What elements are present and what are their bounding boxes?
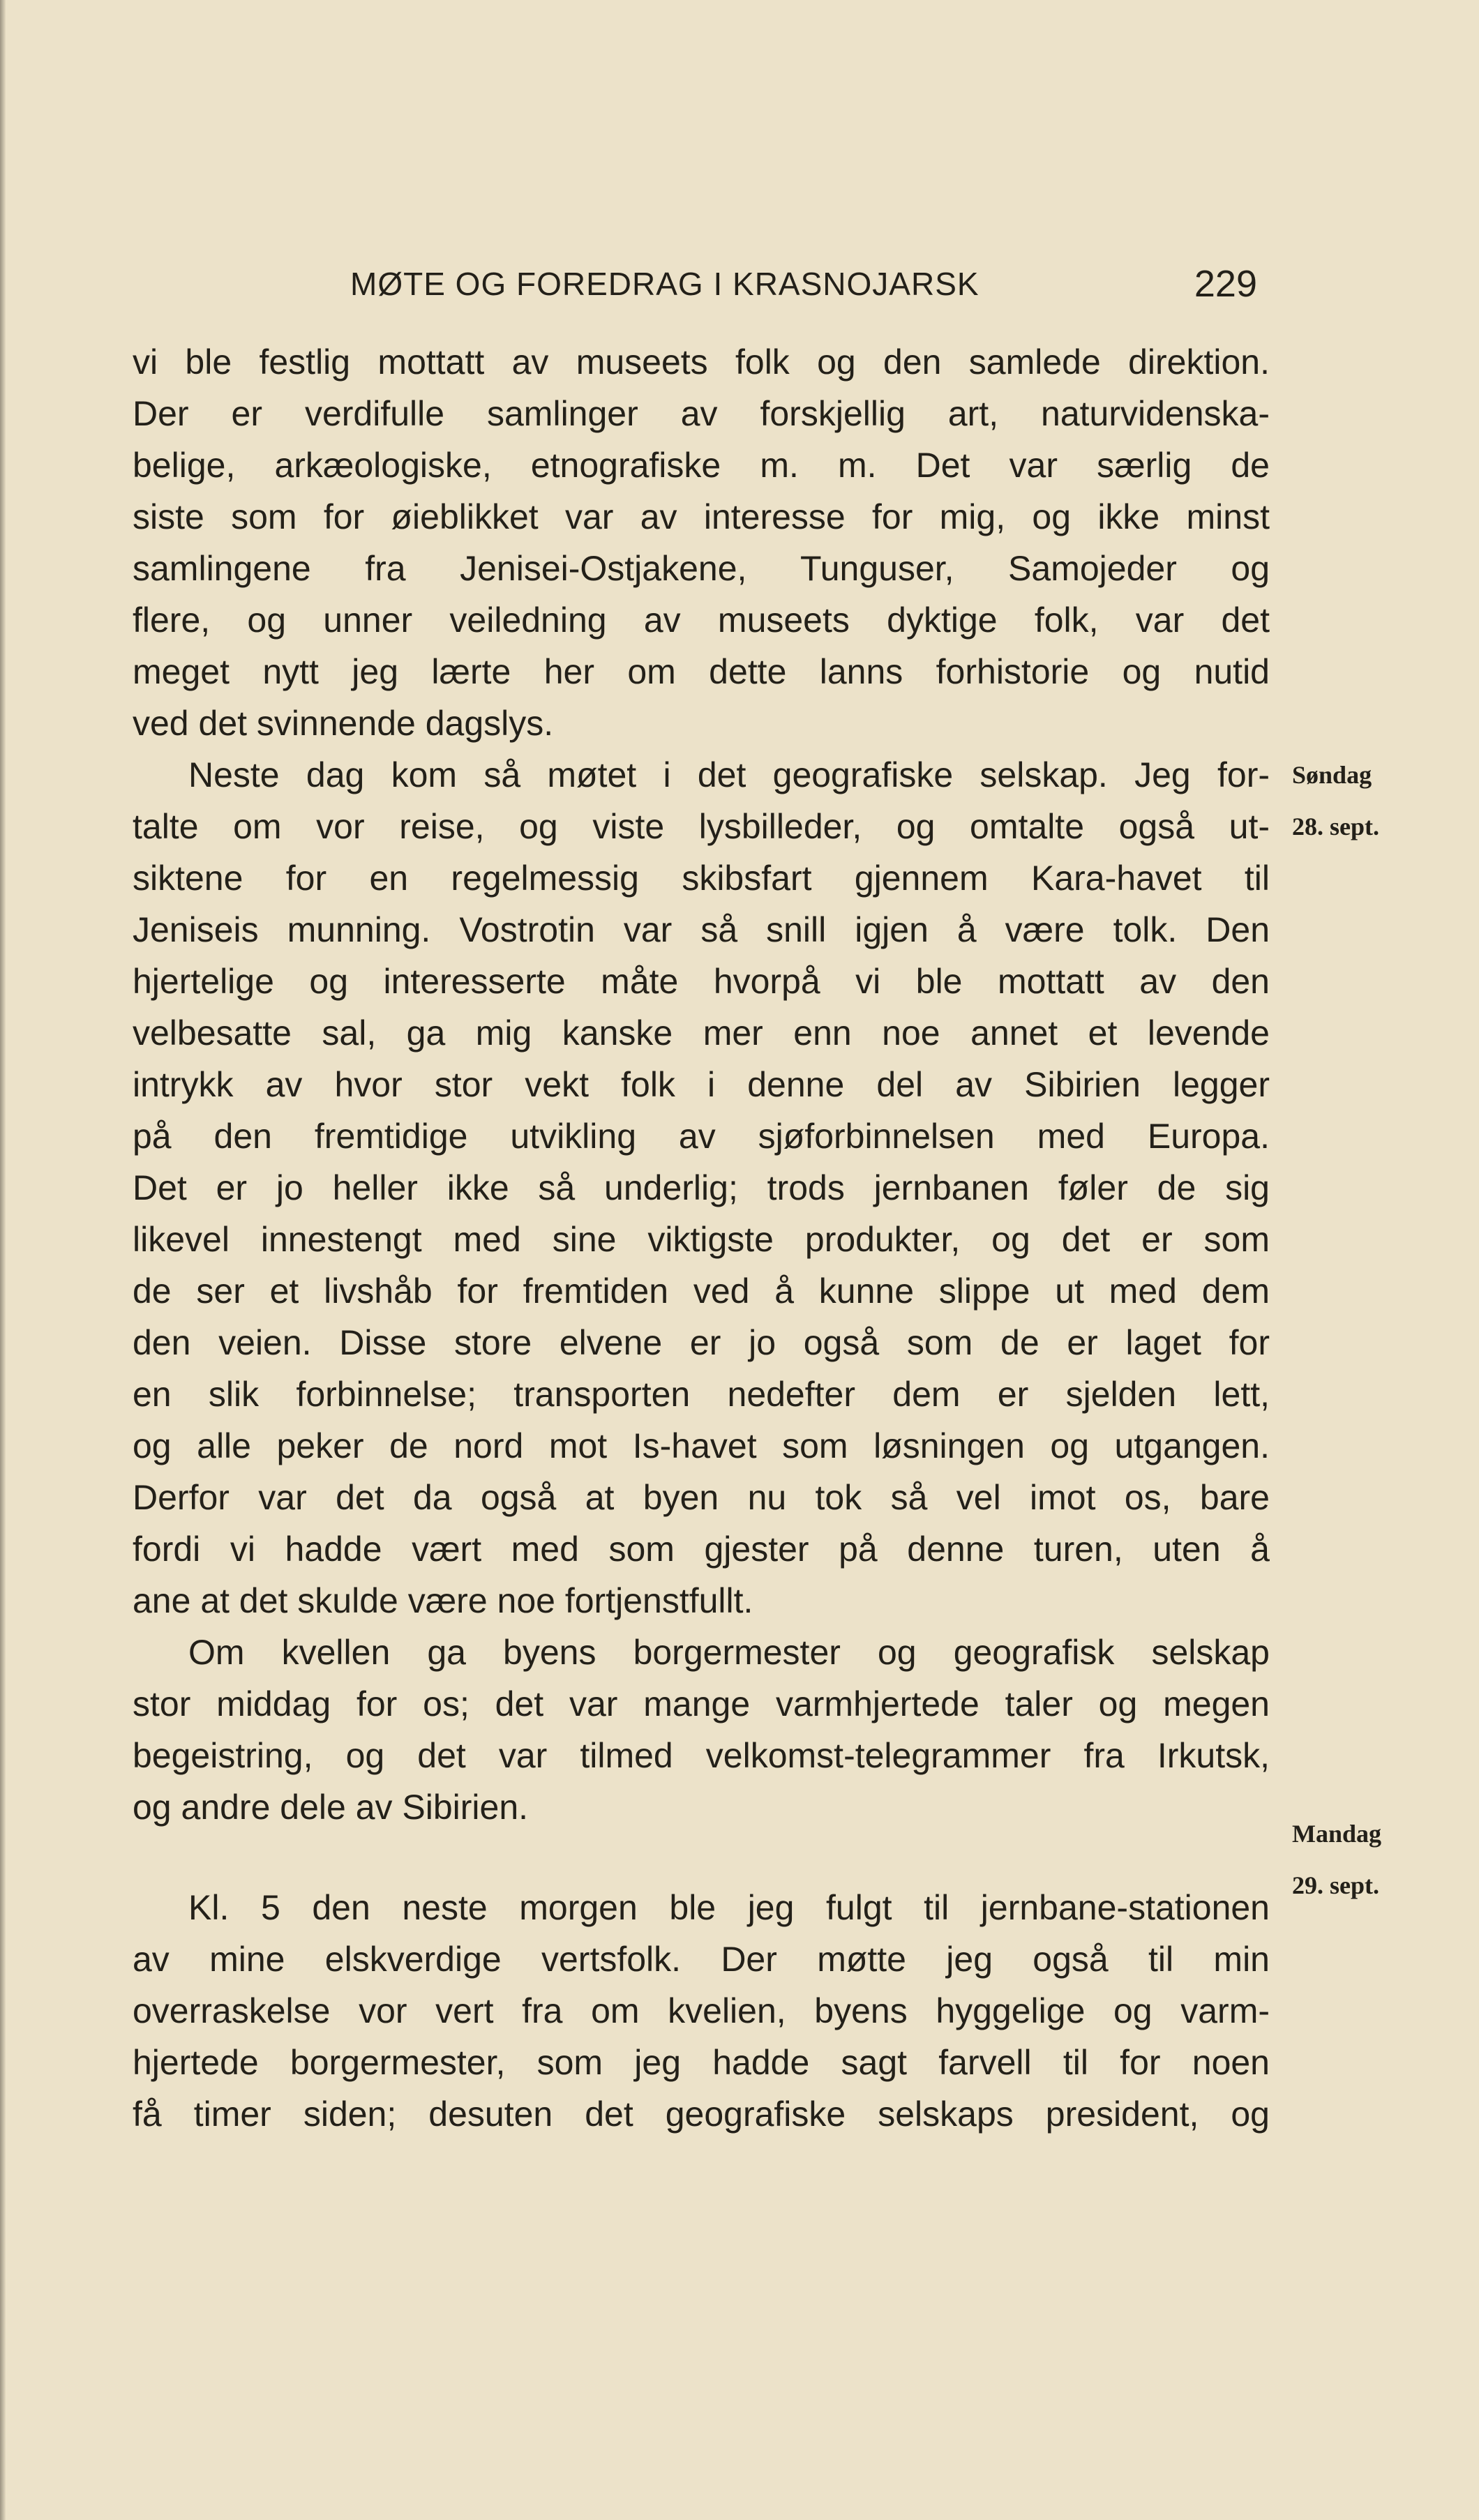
text-line: og andre dele av Sibirien. <box>133 1788 529 1827</box>
margin-note-date: 29. sept. <box>1292 1871 1379 1899</box>
text-line: fordi vi hadde vært med som gjester på denne turen, uten å <box>133 1530 1270 1569</box>
text-line: hjertede borgermester, som jeg hadde sagt farvell til for noen <box>133 2043 1270 2082</box>
body-text <box>133 336 1270 2140</box>
margin-note-day: Mandag <box>1292 1820 1382 1848</box>
page-edge <box>0 0 6 2520</box>
text-line: likevel innestengt med sine viktigste produkter, og det er som <box>133 1220 1270 1259</box>
margin-note <box>1292 1808 1459 1911</box>
text-line: siktene for en regelmessig skibsfart gjennem Kara-havet til <box>133 859 1270 898</box>
paragraph <box>133 1882 1270 2140</box>
paragraph <box>133 749 1270 1627</box>
text-line: siste som for øieblikket var av interesse for mig, og ikke minst <box>133 497 1270 536</box>
text-line: Om kvellen ga byens borgermester og geografisk selskap <box>188 1633 1270 1672</box>
text-line: stor middag for os; det var mange varmhjertede taler og megen <box>133 1684 1270 1723</box>
text-line: vi ble festlig mottatt av museets folk og den samlede direktion. <box>133 342 1270 382</box>
margin-note <box>1292 749 1459 852</box>
text-line: overraskelse vor vert fra om kvelien, byens hyggelige og varm- <box>133 1991 1270 2030</box>
text-line: Kl. 5 den neste morgen ble jeg fulgt til jernbane-stationen <box>188 1888 1270 1927</box>
text-line: intrykk av hvor stor vekt folk i denne del av Sibirien legger <box>133 1065 1270 1104</box>
running-header <box>350 259 1257 308</box>
text-line: velbesatte sal, ga mig kanske mer enn noe annet et levende <box>133 1013 1270 1052</box>
text-line: talte om vor reise, og viste lysbilleder, og omtalte også ut- <box>133 807 1270 846</box>
text-line: belige, arkæologiske, etnografiske m. m. Det var særlig de <box>133 446 1270 485</box>
text-line: Neste dag kom så møtet i det geografiske selskap. Jeg for- <box>188 755 1270 794</box>
section-gap <box>133 1833 1270 1882</box>
text-line: ane at det skulde være noe fortjenstfullt. <box>133 1581 753 1620</box>
text-line: hjertelige og interesserte måte hvorpå vi ble mottatt av den <box>133 962 1270 1001</box>
text-line: og alle peker de nord mot Is-havet som løsningen og utgangen. <box>133 1426 1270 1465</box>
margin-note-date: 28. sept. <box>1292 813 1379 840</box>
text-line: Det er jo heller ikke så underlig; trods jernbanen føler de sig <box>133 1168 1270 1207</box>
page-number: 229 <box>1194 263 1257 305</box>
text-line: ved det svinnende dagslys. <box>133 704 554 743</box>
text-line: flere, og unner veiledning av museets dyktige folk, var det <box>133 601 1270 640</box>
text-line: Derfor var det da også at byen nu tok så vel imot os, bare <box>133 1478 1270 1517</box>
text-line: Jeniseis munning. Vostrotin var så snill igjen å være tolk. Den <box>133 910 1270 949</box>
text-line: på den fremtidige utvikling av sjøforbinnelsen med Europa. <box>133 1117 1270 1156</box>
text-line: Der er verdifulle samlinger av forskjellig art, naturvidenska- <box>133 394 1270 433</box>
running-title: MØTE OG FOREDRAG I KRASNOJARSK <box>350 266 979 302</box>
text-line: av mine elskverdige vertsfolk. Der møtte jeg også til min <box>133 1940 1270 1979</box>
text-line: de ser et livshåb for fremtiden ved å kunne slippe ut med dem <box>133 1272 1270 1311</box>
paragraph <box>133 1627 1270 1833</box>
text-line: samlingene fra Jenisei-Ostjakene, Tunguser, Samojeder og <box>133 549 1270 588</box>
paragraph <box>133 336 1270 749</box>
text-line: begeistring, og det var tilmed velkomst-telegrammer fra Irkutsk, <box>133 1736 1270 1775</box>
text-line: den veien. Disse store elvene er jo også som de er laget for <box>133 1323 1270 1362</box>
margin-note-day: Søndag <box>1292 761 1372 789</box>
text-line: en slik forbinnelse; transporten nedefter dem er sjelden lett, <box>133 1375 1270 1414</box>
text-line: få timer siden; desuten det geografiske selskaps president, og <box>133 2095 1270 2134</box>
text-line: meget nytt jeg lærte her om dette lanns forhistorie og nutid <box>133 652 1270 691</box>
